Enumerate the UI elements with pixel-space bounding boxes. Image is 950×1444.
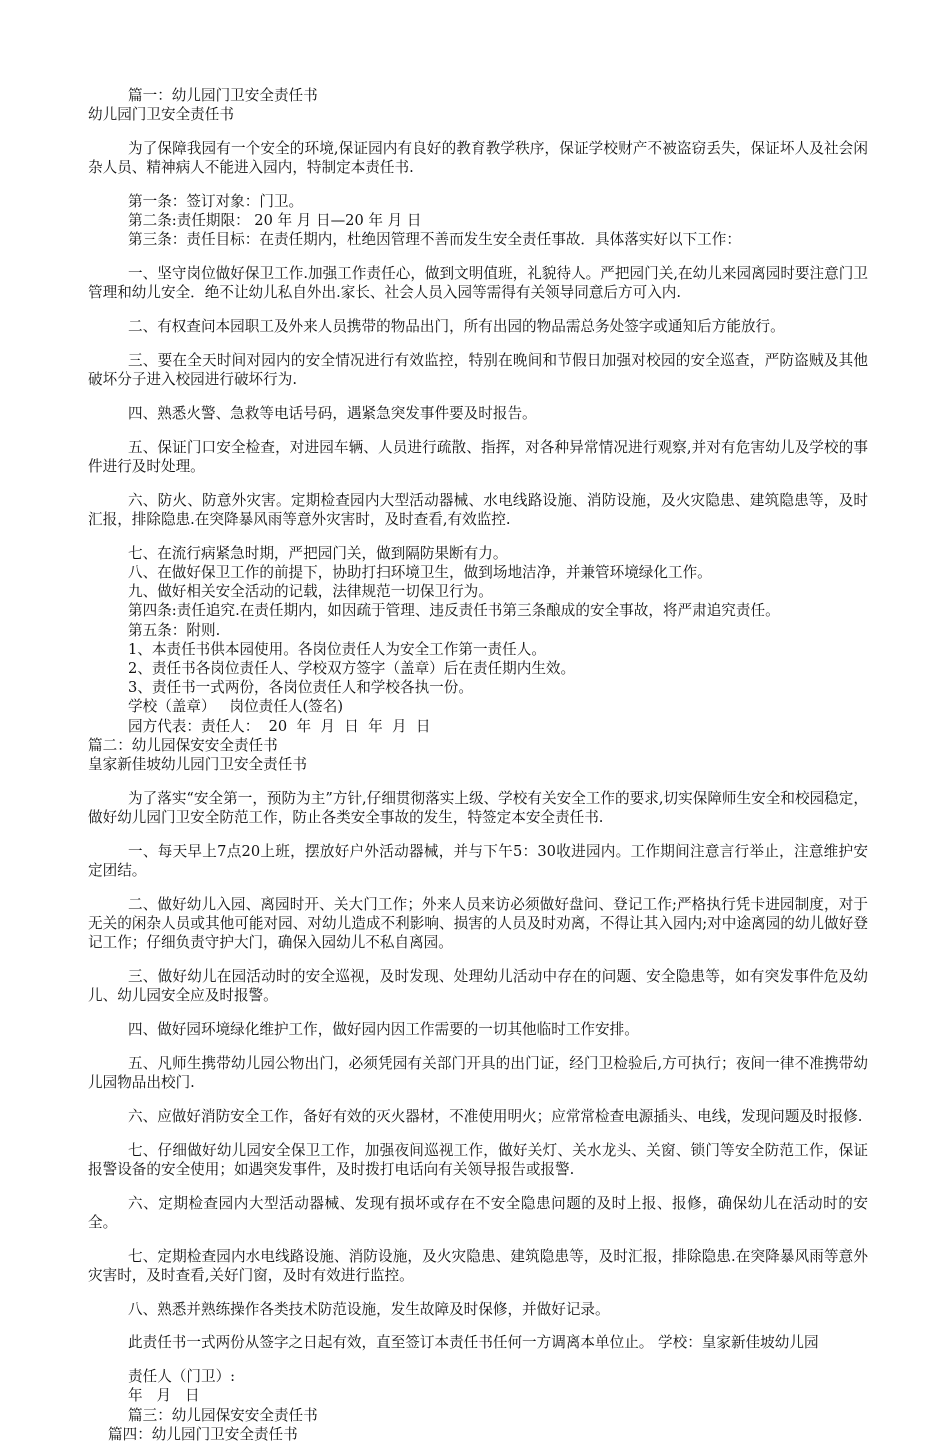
paragraph: 二、有权查问本园职工及外来人员携带的物品出门，所有出园的物品需总务处签字或通知后方能放行。	[128, 318, 785, 336]
paragraph: 五、凡师生携带幼儿园公物出门，必须凭园有关部门开具的出门证，经门卫检验后,方可执行；夜间一律不准携带幼儿园物品出校门.	[88, 1054, 868, 1092]
paragraph: 一、每天早上7点20上班，摆放好户外活动器械，并与下午5：30收进园内。工作期间注意言行举止，注意维护安定团结。	[88, 842, 868, 880]
section-heading-4: 篇四：幼儿园门卫安全责任书	[108, 1425, 298, 1443]
paragraph: 一、坚守岗位做好保卫工作.加强工作责任心，做到文明值班，礼貌待人。严把园门关,在幼儿来园离园时要注意门卫管理和幼儿安全．绝不让幼儿私自外出.家长、社会人员入园等需得有关领导同意后方可入内.	[88, 265, 868, 302]
section-heading-3: 篇三：幼儿园保安安全责任书	[128, 1406, 318, 1424]
clause: 第五条：附则.	[128, 621, 221, 639]
paragraph: 三、做好幼儿在园活动时的安全巡视，及时发现、处理幼儿活动中存在的问题、安全隐患等，如有突发事件危及幼儿、幼儿园安全应及时报警。	[88, 968, 868, 1005]
signature-line: 园方代表：责任人： 20 年 月 日 年 月 日	[128, 717, 431, 735]
list-item: 3、责任书一式两份，各岗位责任人和学校各执一份。	[128, 679, 473, 697]
paragraph: 四、熟悉火警、急救等电话号码，遇紧急突发事件要及时报告。	[128, 405, 537, 422]
clause: 第三条：责任目标：在责任期内，杜绝因管理不善而发生安全责任事故．具体落实好以下工作：	[128, 231, 741, 249]
paragraph: 八、在做好保卫工作的前提下，协助打扫环境卫生，做到场地洁净，并兼管环境绿化工作。	[128, 564, 712, 581]
paragraph: 七、定期检查园内水电线路设施、消防设施，及火灾隐患、建筑隐患等，及时汇报，排除隐患.在突降暴风雨等意外灾害时，及时查看,关好门窗，及时有效进行监控。	[88, 1247, 868, 1284]
paragraph: 为了落实“安全第一，预防为主”方针,仔细贯彻落实上级、学校有关安全工作的要求,切实保障师生安全和校园稳定，做好幼儿园门卫安全防范工作，防止各类安全事故的发生，特签定本安全责任书.	[88, 789, 868, 827]
paragraph: 八、熟悉并熟练操作各类技术防范设施，发生故障及时保修，并做好记录。	[128, 1300, 610, 1318]
paragraph: 七、仔细做好幼儿园安全保卫工作，加强夜间巡视工作，做好关灯、关水龙头、关窗、锁门等安全防范工作，保证报警设备的安全使用；如遇突发事件，及时拨打电话向有关领导报告或报警.	[88, 1141, 868, 1178]
paragraph: 六、应做好消防安全工作，备好有效的灭火器材，不准使用明火；应常常检查电源插头、电线，发现问题及时报修.	[128, 1107, 863, 1125]
list-item: 2、责任书各岗位责任人、学校双方签字（盖章）后在责任期内生效。	[128, 660, 576, 678]
document-body	[88, 86, 868, 1444]
paragraph: 为了保障我园有一个安全的环境,保证园内有良好的教育教学秩序，保证学校财产不被盗窃丢失，保证坏人及社会闲杂人员、精神病人不能进入园内，特制定本责任书.	[88, 140, 868, 177]
document-title-2: 皇家新佳坡幼儿园门卫安全责任书	[88, 756, 307, 774]
closing-paragraph: 此责任书一式两份从签字之日起有效，直至签订本责任书任何一方调离本单位止。 学校：皇家新佳坡幼儿园	[128, 1334, 819, 1352]
paragraph: 六、定期检查园内大型活动器械、发现有损坏或存在不安全隐患问题的及时上报、报修，确保幼儿在活动时的安全。	[88, 1194, 868, 1231]
paragraph: 五、保证门口安全检查，对进园车辆、人员进行疏散、指挥，对各种异常情况进行观察,并对有危害幼儿及学校的事件进行及时处理。	[88, 438, 868, 475]
paragraph: 六、防火、防意外灾害。定期检查园内大型活动器械、水电线路设施、消防设施，及火灾隐患、建筑隐患等，及时汇报，排除隐患.在突降暴风雨等意外灾害时，及时查看,有效监控.	[88, 491, 868, 528]
signature-label: 责任人（门卫）:	[128, 1368, 236, 1386]
section-heading-2: 篇二：幼儿园保安安全责任书	[88, 736, 278, 754]
clause: 第四条:责任追究.在责任期内，如因疏于管理、违反责任书第三条酿成的安全事故，将严肃追究责任。	[128, 602, 780, 620]
signature-line: 学校（盖章） 岗位责任人(签名)	[128, 698, 344, 716]
clause: 第一条：签订对象：门卫。	[128, 193, 304, 210]
list-item: 1、本责任书供本园使用。各岗位责任人为安全工作第一责任人。	[128, 640, 546, 658]
paragraph: 三、要在全天时间对园内的安全情况进行有效监控，特别在晚间和节假日加强对校园的安全巡查，严防盗贼及其他破坏分子进入校园进行破坏行为.	[88, 352, 868, 389]
paragraph: 七、在流行病紧急时期，严把园门关，做到隔防果断有力。	[128, 544, 508, 562]
document-title-1: 幼儿园门卫安全责任书	[88, 106, 234, 124]
section-heading-1: 篇一：幼儿园门卫安全责任书	[128, 87, 318, 104]
paragraph: 四、做好园环境绿化维护工作，做好园内因工作需要的一切其他临时工作安排。	[128, 1021, 639, 1039]
date-line: 年 月 日	[128, 1387, 200, 1405]
paragraph: 九、做好相关安全活动的记载，法律规范一切保卫行为。	[128, 583, 493, 601]
paragraph: 二、做好幼儿入园、离园时开、关大门工作；外来人员来访必须做好盘问、登记工作;严格执行凭卡进园制度，对于无关的闲杂人员或其他可能对园、对幼儿造成不利影响、损害的人员及时劝离，不得让其入园内;对中途离园的幼儿做好登记工作；仔细负责守护大门，确保入园幼儿不私自离园。	[88, 895, 868, 952]
clause: 第二条:责任期限： 20 年 月 日—20 年 月 日	[128, 212, 422, 230]
